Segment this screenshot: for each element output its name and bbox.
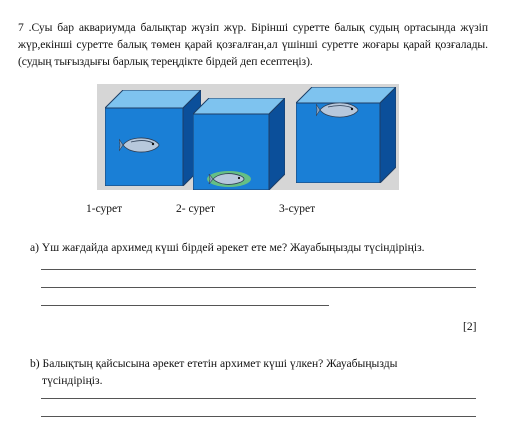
- part-b-question: [30, 355, 450, 389]
- marks-label: [2]: [463, 320, 477, 333]
- answer-line[interactable]: [41, 398, 476, 399]
- part-a-question: a) Үш жағдайда архимед күші бірдей әрекет ете ме? Жауабыңызды түсіндіріңіз.: [30, 241, 425, 254]
- answer-line[interactable]: [41, 416, 476, 417]
- fish-icon: [316, 101, 362, 119]
- answer-line[interactable]: [41, 305, 329, 306]
- caption-figure-1: 1-сурет: [86, 203, 123, 215]
- question-text: 7 .Суы бар аквариумда балықтар жүзіп жүр. Бірінші суретте балық судың ортасында жүзіп жүр,екінші суретте балық төмен қарай қозғалған,ал үшінші суретте жоғары қарай қозғалады. (судың тығыздығы барлық тереңдікте бірдей деп есептеңіз).: [18, 21, 488, 68]
- part-b-line-1: b) Балықтың қайсысына әрекет ететін архимет күші үлкен? Жауабыңызды: [30, 357, 398, 370]
- aquarium-figure: [97, 84, 399, 190]
- caption-figure-2: 2- сурет: [176, 203, 216, 215]
- fish-icon: [207, 170, 251, 188]
- answer-line[interactable]: [41, 287, 476, 288]
- answer-line[interactable]: [41, 269, 476, 270]
- part-b-line-2: түсіндіріңіз.: [42, 374, 103, 387]
- fish-icon: [119, 136, 163, 154]
- caption-figure-3: 3-сурет: [279, 203, 316, 215]
